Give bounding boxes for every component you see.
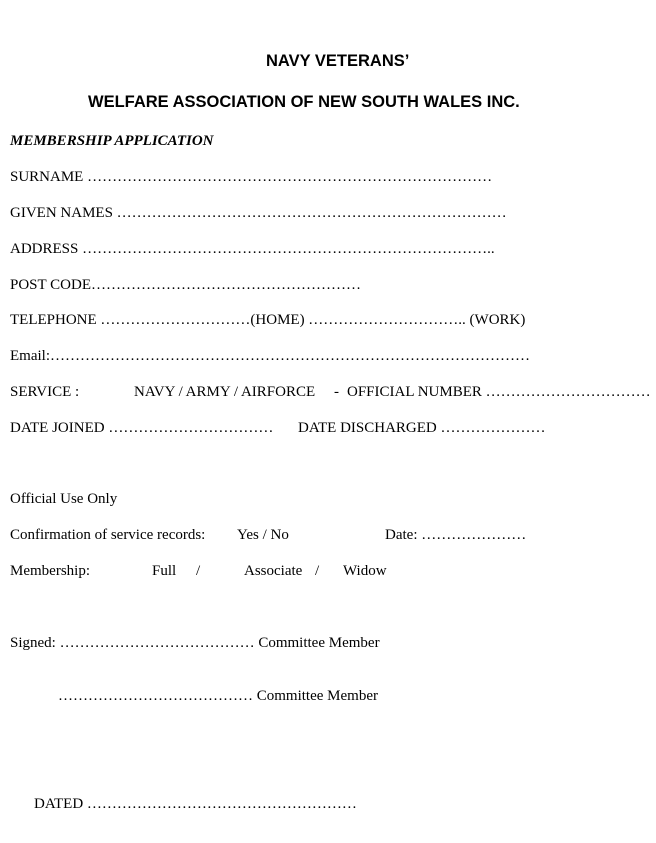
membership-separator-1: / — [196, 563, 201, 579]
confirmation-options[interactable]: Yes / No — [237, 527, 289, 543]
dated-field[interactable]: DATED ……………………………………………… — [34, 796, 357, 812]
confirmation-label: Confirmation of service records: — [10, 527, 206, 543]
signed-committee-member-2[interactable]: ………………………………… Committee Member — [58, 688, 378, 704]
date-joined-field[interactable]: DATE JOINED …………………………… — [10, 420, 274, 436]
membership-separator-2: / — [315, 563, 320, 579]
signed-committee-member-1[interactable]: Signed: ………………………………… Committee Member — [10, 635, 380, 651]
membership-label: Membership: — [10, 563, 90, 579]
membership-option-widow[interactable]: Widow — [343, 563, 387, 579]
telephone-field[interactable]: TELEPHONE …………………………(HOME) ………………………….. (WORK) — [10, 312, 526, 328]
title-line-2: WELFARE ASSOCIATION OF NEW SOUTH WALES INC. — [88, 93, 520, 111]
service-separator: - — [334, 384, 339, 400]
email-field[interactable]: Email:…………………………………………………………………………………… — [10, 348, 530, 364]
membership-option-full[interactable]: Full — [152, 563, 177, 579]
form-subtitle: MEMBERSHIP APPLICATION — [10, 133, 214, 149]
title-line-1: NAVY VETERANS’ — [266, 52, 410, 70]
post-code-field[interactable]: POST CODE……………………………………………… — [10, 277, 361, 293]
membership-option-associate[interactable]: Associate — [244, 563, 303, 579]
service-label: SERVICE : — [10, 384, 80, 400]
surname-field[interactable]: SURNAME ……………………………………………………………………… — [10, 169, 493, 185]
address-field[interactable]: ADDRESS ……………………………………………………………………….. — [10, 241, 495, 257]
date-discharged-field[interactable]: DATE DISCHARGED ………………… — [298, 420, 546, 436]
official-use-heading: Official Use Only — [10, 491, 118, 507]
official-number-field[interactable]: OFFICIAL NUMBER …………………………… — [347, 384, 651, 400]
service-options[interactable]: NAVY / ARMY / AIRFORCE — [134, 384, 316, 400]
given-names-field[interactable]: GIVEN NAMES …………………………………………………………………… — [10, 205, 507, 221]
confirmation-date-field[interactable]: Date: ………………… — [385, 527, 527, 543]
